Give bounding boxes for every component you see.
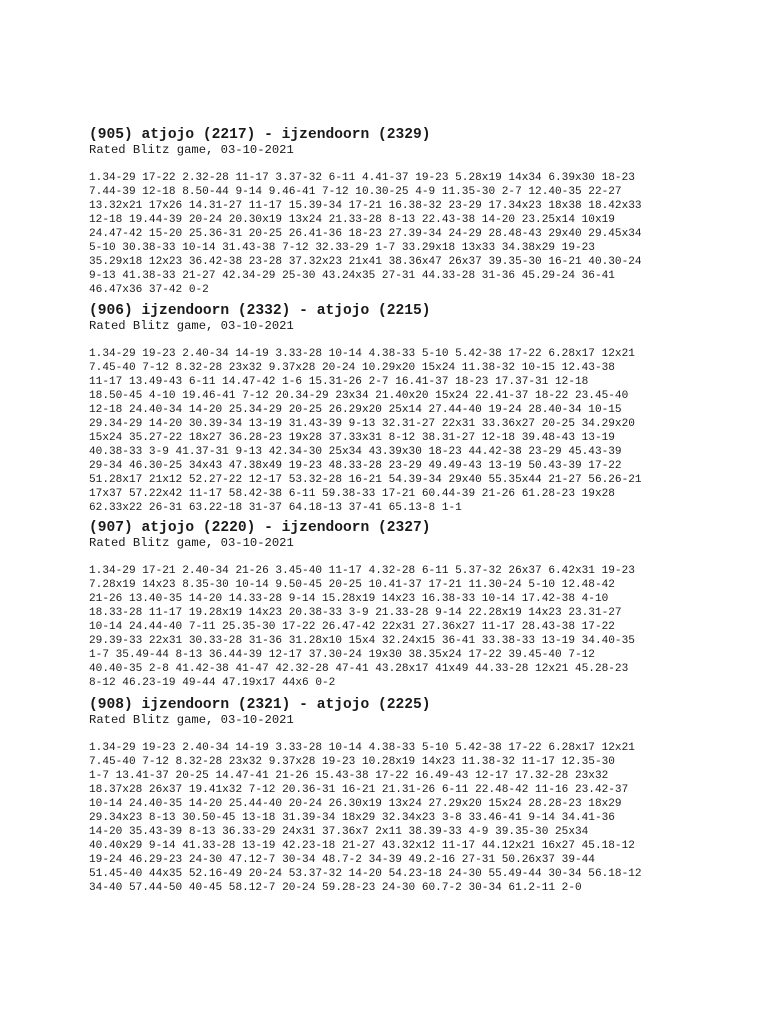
game-title: (905) atjojo (2217) - ijzendoorn (2329) [89, 127, 431, 143]
move-line: 1.34-29 19-23 2.40-34 14-19 3.33-28 10-14 4.38-33 5-10 5.42-38 17-22 6.28x17 12x21 [89, 348, 635, 360]
game-908 [89, 697, 729, 895]
move-line: 8-12 46.23-19 49-44 47.19x17 44x6 0-2 [89, 677, 336, 689]
move-line: 14-20 35.43-39 8-13 36.33-29 24x31 37.36x7 2x11 38.39-33 4-9 39.35-30 25x34 [89, 826, 589, 838]
move-line: 7.45-40 7-12 8.32-28 23x32 9.37x28 19-23 10.28x19 14x23 11.38-32 11-17 12.35-30 [89, 756, 615, 768]
move-list [89, 741, 729, 895]
move-line: 62.33x22 26-31 63.22-18 31-37 64.18-13 37-41 65.13-8 1-1 [89, 502, 462, 514]
move-line: 40.40x29 9-14 41.33-28 13-19 42.23-18 21-27 43.32x12 11-17 44.12x21 16x27 45.18-12 [89, 840, 635, 852]
move-line: 34-40 57.44-50 40-45 58.12-7 20-24 59.28-23 24-30 60.7-2 30-34 61.2-11 2-0 [89, 882, 582, 894]
move-line: 29.34-29 14-20 30.39-34 13-19 31.43-39 9-13 32.31-27 22x31 33.36x27 20-25 34.29x20 [89, 418, 635, 430]
move-list [89, 564, 729, 690]
move-line: 7.44-39 12-18 8.50-44 9-14 9.46-41 7-12 10.30-25 4-9 11.35-30 2-7 12.40-35 22-27 [89, 186, 622, 198]
move-line: 1.34-29 17-21 2.40-34 21-26 3.45-40 11-17 4.32-28 6-11 5.37-32 26x37 6.42x31 19-23 [89, 565, 635, 577]
move-line: 10-14 24.44-40 7-11 25.35-30 17-22 26.47-42 22x31 27.36x27 11-17 28.43-38 17-22 [89, 621, 615, 633]
game-subtitle: Rated Blitz game, 03-10-2021 [89, 536, 294, 550]
game-subtitle: Rated Blitz game, 03-10-2021 [89, 319, 294, 333]
move-line: 15x24 35.27-22 18x27 36.28-23 19x28 37.33x31 8-12 38.31-27 12-18 39.48-43 13-19 [89, 432, 615, 444]
move-line: 1.34-29 17-22 2.32-28 11-17 3.37-32 6-11 4.41-37 19-23 5.28x19 14x34 6.39x30 18-23 [89, 172, 635, 184]
move-line: 7.45-40 7-12 8.32-28 23x32 9.37x28 20-24 10.29x20 15x24 11.38-32 10-15 12.43-38 [89, 362, 615, 374]
move-line: 18.37x28 26x37 19.41x32 7-12 20.36-31 16-21 21.31-26 6-11 22.48-42 11-16 23.42-37 [89, 784, 629, 796]
move-line: 5-10 30.38-33 10-14 31.43-38 7-12 32.33-29 1-7 33.29x18 13x33 34.38x29 19-23 [89, 242, 595, 254]
move-list [89, 347, 729, 515]
move-line: 13.32x21 17x26 14.31-27 11-17 15.39-34 17-21 16.38-32 23-29 17.34x23 18x38 18.42x33 [89, 200, 642, 212]
move-line: 40.40-35 2-8 41.42-38 41-47 42.32-28 47-41 43.28x17 41x49 44.33-28 12x21 45.28-23 [89, 663, 629, 675]
move-line: 18.33-28 11-17 19.28x19 14x23 20.38-33 3-9 21.33-28 9-14 22.28x19 14x23 23.31-27 [89, 607, 622, 619]
move-line: 1-7 35.49-44 8-13 36.44-39 12-17 37.30-24 19x30 38.35x24 17-22 39.45-40 7-12 [89, 649, 595, 661]
move-line: 29.39-33 22x31 30.33-28 31-36 31.28x10 15x4 32.24x15 36-41 33.38-33 13-19 34.40-35 [89, 635, 635, 647]
game-title: (907) atjojo (2220) - ijzendoorn (2327) [89, 520, 431, 536]
move-line: 10-14 24.40-35 14-20 25.44-40 20-24 26.30x19 13x24 27.29x20 15x24 28.28-23 18x29 [89, 798, 622, 810]
move-line: 29-34 46.30-25 34x43 47.38x49 19-23 48.33-28 23-29 49.49-43 13-19 50.43-39 17-22 [89, 460, 622, 472]
move-line: 51.45-40 44x35 52.16-49 20-24 53.37-32 14-20 54.23-18 24-30 55.49-44 30-34 56.18-12 [89, 868, 642, 880]
game-subtitle: Rated Blitz game, 03-10-2021 [89, 143, 294, 157]
move-line: 35.29x18 12x23 36.42-38 23-28 37.32x23 21x41 38.36x47 26x37 39.35-30 16-21 40.30-24 [89, 256, 642, 268]
move-line: 24.47-42 15-20 25.36-31 20-25 26.41-36 18-23 27.39-34 24-29 28.48-43 29x40 29.45x34 [89, 228, 642, 240]
move-line: 1.34-29 19-23 2.40-34 14-19 3.33-28 10-14 4.38-33 5-10 5.42-38 17-22 6.28x17 12x21 [89, 742, 635, 754]
move-line: 9-13 41.38-33 21-27 42.34-29 25-30 43.24x35 27-31 44.33-28 31-36 45.29-24 36-41 [89, 270, 615, 282]
move-line: 46.47x36 37-42 0-2 [89, 284, 209, 296]
game-title: (908) ijzendoorn (2321) - atjojo (2225) [89, 697, 431, 713]
move-line: 21-26 13.40-35 14-20 14.33-28 9-14 15.28x19 14x23 16.38-33 10-14 17.42-38 4-10 [89, 593, 609, 605]
game-905 [89, 127, 729, 297]
move-line: 11-17 13.49-43 6-11 14.47-42 1-6 15.31-26 2-7 16.41-37 18-23 17.37-31 12-18 [89, 376, 589, 388]
move-line: 40.38-33 3-9 41.37-31 9-13 42.34-30 25x34 43.39x30 18-23 44.42-38 23-29 45.43-39 [89, 446, 622, 458]
game-906 [89, 303, 729, 515]
move-line: 1-7 13.41-37 20-25 14.47-41 21-26 15.43-38 17-22 16.49-43 12-17 17.32-28 23x32 [89, 770, 609, 782]
move-line: 51.28x17 21x12 52.27-22 12-17 53.32-28 16-21 54.39-34 29x40 55.35x44 21-27 56.26-21 [89, 474, 642, 486]
move-line: 12-18 19.44-39 20-24 20.30x19 13x24 21.33-28 8-13 22.43-38 14-20 23.25x14 10x19 [89, 214, 615, 226]
move-line: 12-18 24.40-34 14-20 25.34-29 20-25 26.29x20 25x14 27.44-40 19-24 28.40-34 10-15 [89, 404, 622, 416]
move-line: 7.28x19 14x23 8.35-30 10-14 9.50-45 20-25 10.41-37 17-21 11.30-24 5-10 12.48-42 [89, 579, 615, 591]
move-line: 17x37 57.22x42 11-17 58.42-38 6-11 59.38-33 17-21 60.44-39 21-26 61.28-23 19x28 [89, 488, 615, 500]
move-list [89, 171, 729, 297]
move-line: 29.34x23 8-13 30.50-45 13-18 31.39-34 18x29 32.34x23 3-8 33.46-41 9-14 34.41-36 [89, 812, 615, 824]
move-line: 19-24 46.29-23 24-30 47.12-7 30-34 48.7-2 34-39 49.2-16 27-31 50.26x37 39-44 [89, 854, 595, 866]
game-907 [89, 520, 729, 690]
game-subtitle: Rated Blitz game, 03-10-2021 [89, 713, 294, 727]
move-line: 18.50-45 4-10 19.46-41 7-12 20.34-29 23x34 21.40x20 15x24 22.41-37 18-22 23.45-40 [89, 390, 629, 402]
game-title: (906) ijzendoorn (2332) - atjojo (2215) [89, 303, 431, 319]
